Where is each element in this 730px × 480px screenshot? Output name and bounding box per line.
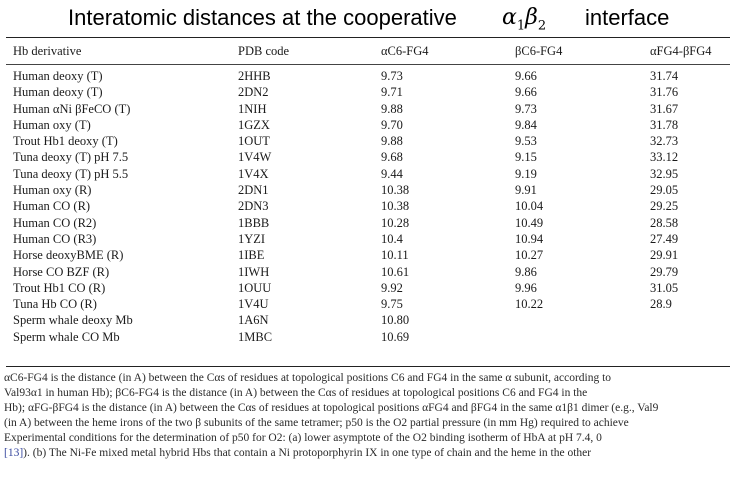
cell-alpha-c6-fg4: 9.92: [381, 280, 403, 295]
cell-alpha-c6-fg4: 10.80: [381, 313, 410, 328]
cell-alpha-c6-fg4: 9.71: [381, 85, 403, 100]
table-row: [0, 134, 730, 150]
table-row: [0, 232, 730, 248]
table-body: [0, 69, 730, 346]
cell-beta-c6-fg4: 9.96: [515, 280, 537, 295]
cell-alpha-c6-fg4: 9.88: [381, 134, 403, 149]
cell-afg4-bfg4: 31.74: [650, 69, 679, 83]
footnote-line: Experimental conditions for the determination of p50 for O2: (a) lower asymptote of the O2 binding isotherm of HbA at pH 7.4, 0: [4, 432, 602, 445]
table-top-rule: [6, 37, 730, 38]
cell-afg4-bfg4: 32.95: [650, 166, 679, 181]
cell-pdb-code: 1YZI: [238, 231, 266, 246]
cell-hb-derivative: Human CO (R3): [13, 231, 97, 246]
cell-afg4-bfg4: 29.91: [650, 248, 679, 263]
title-end: interface: [585, 5, 670, 30]
cell-alpha-c6-fg4: 9.75: [381, 297, 403, 312]
cell-beta-c6-fg4: 9.19: [515, 166, 537, 181]
cell-hb-derivative: Horse deoxyBME (R): [13, 248, 124, 263]
header-alpha-c6-fg4: αC6-FG4: [381, 44, 429, 58]
cell-beta-c6-fg4: 9.73: [515, 101, 537, 116]
table-bottom-rule: [6, 366, 730, 367]
header-pdb-code: PDB code: [238, 44, 290, 58]
cell-pdb-code: 1BBB: [238, 215, 270, 230]
table-row: [0, 281, 730, 297]
title-beta: β: [525, 5, 538, 30]
page-title: [0, 2, 730, 32]
cell-hb-derivative: Sperm whale deoxy Mb: [13, 313, 133, 328]
table-row: [0, 167, 730, 183]
cell-alpha-c6-fg4: 10.38: [381, 199, 410, 214]
header-hb-derivative: Hb derivative: [13, 44, 82, 58]
cell-alpha-c6-fg4: 9.88: [381, 101, 403, 116]
table-row: [0, 330, 730, 346]
cell-pdb-code: 1MBC: [238, 329, 273, 344]
cell-hb-derivative: Human deoxy (T): [13, 85, 103, 100]
table-row: [0, 150, 730, 166]
cell-alpha-c6-fg4: 10.4: [381, 231, 403, 246]
table-header-rule: [6, 64, 730, 65]
cell-pdb-code: 1NIH: [238, 101, 267, 116]
cell-pdb-code: 1IWH: [238, 264, 270, 279]
cell-pdb-code: 1V4W: [238, 150, 272, 165]
footnote-line: αC6-FG4 is the distance (in A) between the Cαs of residues at topological positions C6 and FG4 in the same α subunit, according to: [4, 372, 612, 384]
cell-afg4-bfg4: 33.12: [650, 150, 679, 165]
cell-pdb-code: 1OUU: [238, 280, 272, 295]
cell-beta-c6-fg4: 10.27: [515, 248, 544, 263]
table-row: [0, 102, 730, 118]
cell-afg4-bfg4: 31.78: [650, 117, 679, 132]
cell-hb-derivative: Tuna deoxy (T) pH 5.5: [13, 166, 129, 181]
title-interface-symbol: [502, 5, 546, 33]
table-row: [0, 265, 730, 281]
cell-beta-c6-fg4: 9.66: [515, 69, 537, 83]
table-row: [0, 297, 730, 313]
cell-hb-derivative: Human deoxy (T): [13, 69, 103, 83]
footnote-line: [4, 446, 730, 461]
title-alpha: α: [502, 5, 517, 30]
cell-hb-derivative: Human oxy (R): [13, 183, 92, 198]
cell-pdb-code: 1A6N: [238, 313, 269, 328]
table-row: [0, 313, 730, 329]
cell-afg4-bfg4: 31.05: [650, 280, 679, 295]
cell-hb-derivative: Human CO (R2): [13, 215, 97, 230]
cell-beta-c6-fg4: 10.22: [515, 297, 544, 312]
cell-beta-c6-fg4: 10.04: [515, 199, 544, 214]
cell-beta-c6-fg4: 9.86: [515, 264, 537, 279]
cell-alpha-c6-fg4: 10.38: [381, 183, 410, 198]
cell-hb-derivative: Human CO (R): [13, 199, 91, 214]
cell-alpha-c6-fg4: 9.73: [381, 69, 403, 83]
cell-afg4-bfg4: 27.49: [650, 231, 679, 246]
header-beta-c6-fg4: βC6-FG4: [515, 44, 563, 58]
cell-alpha-c6-fg4: 10.28: [381, 215, 410, 230]
footnote-line: Val93α1 in human Hb); βC6-FG4 is the distance (in A) between the Cαs of residues at topological positions C6 and FG4 in the: [4, 387, 588, 400]
cell-beta-c6-fg4: 10.49: [515, 215, 544, 230]
table-footnote: [4, 371, 730, 462]
cell-hb-derivative: Human oxy (T): [13, 117, 91, 132]
cell-beta-c6-fg4: 9.15: [515, 150, 537, 165]
table-row: [0, 199, 730, 215]
table-row: [0, 183, 730, 199]
cell-beta-c6-fg4: 9.53: [515, 134, 537, 149]
cell-beta-c6-fg4: 9.91: [515, 183, 537, 198]
cell-afg4-bfg4: 28.58: [650, 215, 679, 230]
cell-pdb-code: 2DN2: [238, 85, 269, 100]
cell-alpha-c6-fg4: 9.68: [381, 150, 403, 165]
cell-pdb-code: 1GZX: [238, 117, 270, 132]
table-row: [0, 248, 730, 264]
footnote-reference-link[interactable]: [13]: [4, 447, 24, 460]
footnote-line: Hb); αFG-βFG4 is the distance (in A) between the Cαs of residues at topological positions αFG4 and βFG4 in the same α1β1 dimer (e.g., Val9: [4, 402, 659, 415]
cell-beta-c6-fg4: 9.66: [515, 85, 537, 100]
cell-afg4-bfg4: 29.05: [650, 183, 679, 198]
cell-pdb-code: 2DN1: [238, 183, 269, 198]
cell-alpha-c6-fg4: 10.69: [381, 329, 410, 344]
cell-afg4-bfg4: 31.76: [650, 85, 679, 100]
cell-hb-derivative: Horse CO BZF (R): [13, 264, 110, 279]
cell-beta-c6-fg4: 9.84: [515, 117, 537, 132]
cell-alpha-c6-fg4: 10.61: [381, 264, 410, 279]
cell-pdb-code: 1IBE: [238, 248, 265, 263]
footnote-line: (in A) between the heme irons of the two β subunits of the same tetramer; p50 is the O2 partial pressure (in mm Hg) required to achieve: [4, 417, 629, 430]
cell-alpha-c6-fg4: 9.70: [381, 117, 403, 132]
cell-hb-derivative: Tuna Hb CO (R): [13, 297, 97, 312]
table-row: [0, 69, 730, 85]
header-afg4-bfg4: αFG4-βFG4: [650, 44, 712, 58]
cell-hb-derivative: Trout Hb1 CO (R): [13, 280, 106, 295]
cell-alpha-c6-fg4: 10.11: [381, 248, 409, 263]
cell-beta-c6-fg4: 10.94: [515, 231, 544, 246]
table-row: [0, 216, 730, 232]
cell-afg4-bfg4: 29.25: [650, 199, 679, 214]
cell-pdb-code: 2DN3: [238, 199, 269, 214]
cell-pdb-code: 2HHB: [238, 69, 271, 83]
cell-alpha-c6-fg4: 9.44: [381, 166, 403, 181]
title-text: Interatomic distances at the cooperative: [68, 5, 457, 30]
table-header-row: [0, 44, 730, 60]
footnote-line-text: ). (b) The Ni-Fe mixed metal hybrid Hbs that contain a Ni protoporphyrin IX in one type of chain and the heme in the other: [23, 447, 592, 460]
cell-afg4-bfg4: 31.67: [650, 101, 679, 116]
cell-pdb-code: 1V4X: [238, 166, 269, 181]
table-row: [0, 85, 730, 101]
title-sub-1: 1: [516, 18, 526, 34]
cell-pdb-code: 1OUT: [238, 134, 270, 149]
cell-hb-derivative: Sperm whale CO Mb: [13, 329, 120, 344]
cell-hb-derivative: Tuna deoxy (T) pH 7.5: [13, 150, 129, 165]
cell-pdb-code: 1V4U: [238, 297, 269, 312]
cell-hb-derivative: Human αNi βFeCO (T): [13, 101, 131, 116]
cell-afg4-bfg4: 32.73: [650, 134, 679, 149]
cell-afg4-bfg4: 29.79: [650, 264, 679, 279]
cell-afg4-bfg4: 28.9: [650, 297, 672, 312]
title-sub-2: 2: [537, 18, 547, 34]
cell-hb-derivative: Trout Hb1 deoxy (T): [13, 134, 118, 149]
table-row: [0, 118, 730, 134]
